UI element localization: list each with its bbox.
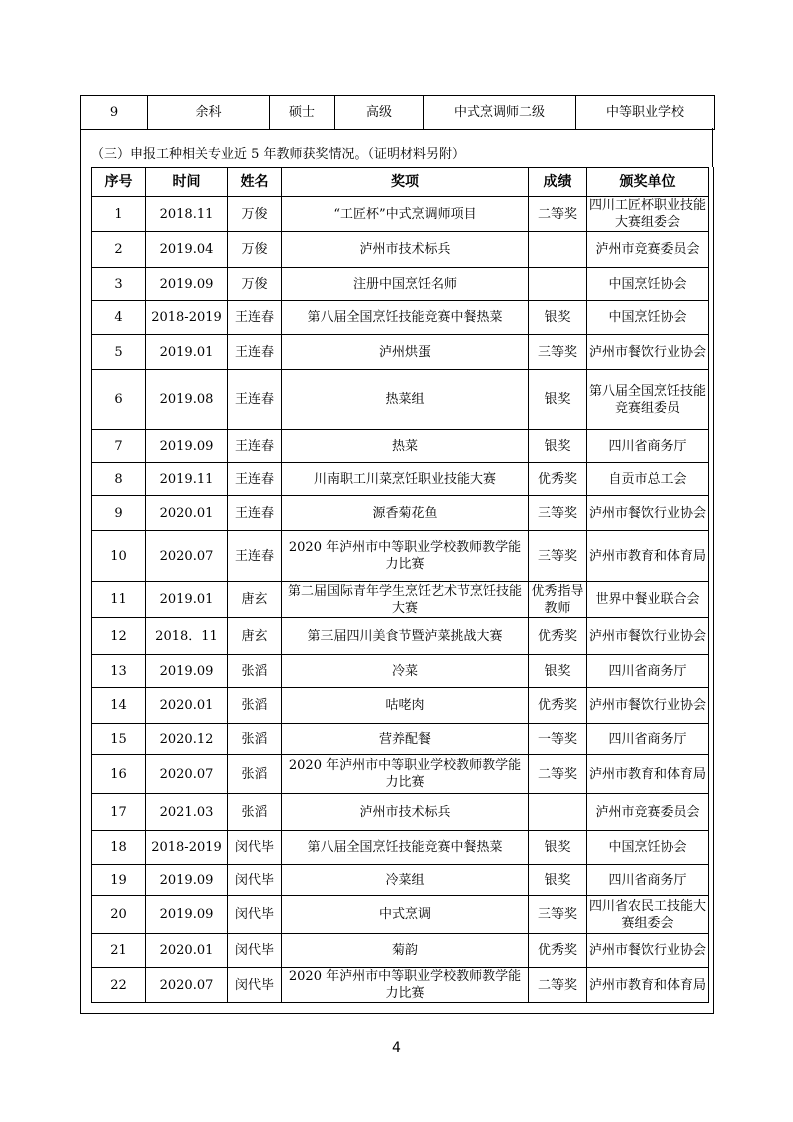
- award-issuer: 泸州市餐饮行业协会: [587, 934, 709, 968]
- award-time: 2019.11: [146, 463, 228, 496]
- award-title: 泸州市技术标兵: [282, 232, 529, 268]
- award-issuer: 世界中餐业联合会: [587, 582, 709, 618]
- award-no: 10: [92, 531, 146, 582]
- award-issuer: 第八届全国烹饪技能竞赛组委员: [587, 370, 709, 430]
- table-row: [92, 831, 709, 865]
- award-title: 第八届全国烹饪技能竞赛中餐热菜: [282, 301, 529, 335]
- table-row: [92, 232, 709, 268]
- teacher-title: 高级: [335, 96, 424, 130]
- award-title: 中式烹调: [282, 896, 529, 934]
- teacher-no: 9: [81, 96, 148, 130]
- header-award: 奖项: [282, 168, 529, 197]
- header-name: 姓名: [228, 168, 282, 197]
- table-row: [92, 370, 709, 430]
- award-result: 优秀奖: [529, 463, 587, 496]
- award-time: 2020.01: [146, 496, 228, 531]
- award-winner: 万俊: [228, 197, 282, 232]
- award-title: 2020 年泸州市中等职业学校教师教学能力比赛: [282, 531, 529, 582]
- award-no: 17: [92, 794, 146, 831]
- page-number: 4: [392, 1040, 401, 1056]
- teacher-info-table: [80, 95, 715, 130]
- award-winner: 张滔: [228, 724, 282, 755]
- award-result: 银奖: [529, 301, 587, 335]
- table-row: [92, 301, 709, 335]
- award-no: 13: [92, 655, 146, 688]
- table-row: [92, 531, 709, 582]
- award-title: 第三届四川美食节暨泸菜挑战大赛: [282, 618, 529, 655]
- header-no: 序号: [92, 168, 146, 197]
- award-result: [529, 268, 587, 301]
- table-row: [92, 865, 709, 896]
- award-time: 2021.03: [146, 794, 228, 831]
- awards-body: [92, 197, 709, 1003]
- award-winner: 王连春: [228, 370, 282, 430]
- award-issuer: 泸州市教育和体育局: [587, 755, 709, 794]
- award-winner: 万俊: [228, 232, 282, 268]
- award-time: 2018-2019: [146, 831, 228, 865]
- award-winner: 张滔: [228, 794, 282, 831]
- award-issuer: 泸州市教育和体育局: [587, 531, 709, 582]
- table-row: [92, 755, 709, 794]
- award-title: 热菜: [282, 430, 529, 463]
- award-result: [529, 794, 587, 831]
- award-result: 一等奖: [529, 724, 587, 755]
- award-time: 2020.07: [146, 531, 228, 582]
- header-row: [92, 168, 709, 197]
- section-heading-row: [80, 128, 713, 167]
- teacher-degree: 硕士: [270, 96, 335, 130]
- award-winner: 王连春: [228, 335, 282, 370]
- award-winner: 唐玄: [228, 618, 282, 655]
- award-winner: 张滔: [228, 655, 282, 688]
- section-heading: （三）申报工种相关专业近 5 年教师获奖情况。（证明材料另附）: [91, 147, 466, 162]
- table-row: [92, 794, 709, 831]
- award-result: 银奖: [529, 655, 587, 688]
- award-issuer: 泸州市竞赛委员会: [587, 794, 709, 831]
- table-row: [92, 335, 709, 370]
- award-result: 三等奖: [529, 896, 587, 934]
- award-issuer: 中国烹饪协会: [587, 831, 709, 865]
- teacher-school: 中等职业学校: [576, 96, 715, 130]
- award-time: 2018．11: [146, 618, 228, 655]
- award-no: 12: [92, 618, 146, 655]
- table-row: [92, 968, 709, 1003]
- table-row: [92, 268, 709, 301]
- award-title: 冷菜组: [282, 865, 529, 896]
- award-time: 2018-2019: [146, 301, 228, 335]
- award-winner: 张滔: [228, 755, 282, 794]
- award-no: 19: [92, 865, 146, 896]
- award-issuer: 泸州市餐饮行业协会: [587, 618, 709, 655]
- award-no: 15: [92, 724, 146, 755]
- award-issuer: 四川省商务厅: [587, 865, 709, 896]
- award-no: 1: [92, 197, 146, 232]
- award-result: 二等奖: [529, 968, 587, 1003]
- award-title: 川南职工川菜烹饪职业技能大赛: [282, 463, 529, 496]
- frame-line: [713, 167, 714, 1014]
- table-row: [92, 463, 709, 496]
- award-no: 8: [92, 463, 146, 496]
- award-time: 2019.09: [146, 430, 228, 463]
- award-title: 冷菜: [282, 655, 529, 688]
- award-result: 优秀奖: [529, 618, 587, 655]
- award-result: 银奖: [529, 831, 587, 865]
- award-issuer: 中国烹饪协会: [587, 301, 709, 335]
- award-winner: 闵代毕: [228, 865, 282, 896]
- award-time: 2020.07: [146, 755, 228, 794]
- award-title: 注册中国烹饪名师: [282, 268, 529, 301]
- award-time: 2019.09: [146, 865, 228, 896]
- award-title: 咕咾肉: [282, 688, 529, 724]
- award-time: 2019.09: [146, 896, 228, 934]
- award-no: 21: [92, 934, 146, 968]
- teacher-certificate: 中式烹调师二级: [424, 96, 576, 130]
- award-no: 2: [92, 232, 146, 268]
- award-no: 5: [92, 335, 146, 370]
- award-issuer: 四川省商务厅: [587, 724, 709, 755]
- award-time: 2019.08: [146, 370, 228, 430]
- award-winner: 闵代毕: [228, 968, 282, 1003]
- award-issuer: 四川工匠杯职业技能大赛组委会: [587, 197, 709, 232]
- award-title: 菊韵: [282, 934, 529, 968]
- award-no: 22: [92, 968, 146, 1003]
- award-time: 2019.09: [146, 268, 228, 301]
- award-no: 18: [92, 831, 146, 865]
- award-title: 第八届全国烹饪技能竞赛中餐热菜: [282, 831, 529, 865]
- award-winner: 闵代毕: [228, 934, 282, 968]
- awards-table: [91, 167, 709, 1003]
- table-row: [92, 688, 709, 724]
- award-time: 2019.01: [146, 582, 228, 618]
- table-row: [92, 724, 709, 755]
- award-issuer: 泸州市竞赛委员会: [587, 232, 709, 268]
- award-title: 源香菊花鱼: [282, 496, 529, 531]
- award-title: 2020 年泸州市中等职业学校教师教学能力比赛: [282, 968, 529, 1003]
- award-winner: 王连春: [228, 430, 282, 463]
- header-issuer: 颁奖单位: [587, 168, 709, 197]
- award-winner: 王连春: [228, 496, 282, 531]
- award-result: 银奖: [529, 370, 587, 430]
- teacher-row: [81, 96, 715, 130]
- award-title: 热菜组: [282, 370, 529, 430]
- award-time: 2020.01: [146, 934, 228, 968]
- award-issuer: 自贡市总工会: [587, 463, 709, 496]
- award-no: 9: [92, 496, 146, 531]
- award-result: [529, 232, 587, 268]
- award-title: 第二届国际青年学生烹饪艺术节烹饪技能大赛: [282, 582, 529, 618]
- award-no: 16: [92, 755, 146, 794]
- table-row: [92, 618, 709, 655]
- award-time: 2020.07: [146, 968, 228, 1003]
- table-row: [92, 896, 709, 934]
- award-no: 11: [92, 582, 146, 618]
- award-result: 三等奖: [529, 531, 587, 582]
- award-winner: 闵代毕: [228, 831, 282, 865]
- award-time: 2019.04: [146, 232, 228, 268]
- award-result: 银奖: [529, 865, 587, 896]
- award-time: 2018.11: [146, 197, 228, 232]
- award-issuer: 泸州市教育和体育局: [587, 968, 709, 1003]
- award-winner: 张滔: [228, 688, 282, 724]
- table-row: [92, 582, 709, 618]
- table-row: [92, 496, 709, 531]
- award-issuer: 四川省商务厅: [587, 430, 709, 463]
- award-winner: 王连春: [228, 531, 282, 582]
- table-row: [92, 197, 709, 232]
- award-winner: 闵代毕: [228, 896, 282, 934]
- table-row: [92, 655, 709, 688]
- award-title: 2020 年泸州市中等职业学校教师教学能力比赛: [282, 755, 529, 794]
- award-issuer: 泸州市餐饮行业协会: [587, 496, 709, 531]
- award-result: 二等奖: [529, 755, 587, 794]
- award-time: 2020.12: [146, 724, 228, 755]
- award-issuer: 四川省农民工技能大赛组委会: [587, 896, 709, 934]
- award-issuer: 中国烹饪协会: [587, 268, 709, 301]
- award-title: 泸州市技术标兵: [282, 794, 529, 831]
- table-row: [92, 934, 709, 968]
- table-row: [92, 430, 709, 463]
- award-result: 银奖: [529, 430, 587, 463]
- award-result: 优秀指导教师: [529, 582, 587, 618]
- award-winner: 万俊: [228, 268, 282, 301]
- frame-line: [80, 1013, 714, 1014]
- award-title: “工匠杯”中式烹调师项目: [282, 197, 529, 232]
- award-winner: 唐玄: [228, 582, 282, 618]
- award-no: 4: [92, 301, 146, 335]
- award-result: 优秀奖: [529, 934, 587, 968]
- award-no: 3: [92, 268, 146, 301]
- award-time: 2020.01: [146, 688, 228, 724]
- award-result: 三等奖: [529, 335, 587, 370]
- award-no: 20: [92, 896, 146, 934]
- award-issuer: 泸州市餐饮行业协会: [587, 688, 709, 724]
- header-result: 成绩: [529, 168, 587, 197]
- award-title: 泸州烘蛋: [282, 335, 529, 370]
- award-winner: 王连春: [228, 301, 282, 335]
- award-winner: 王连春: [228, 463, 282, 496]
- frame-line: [80, 167, 81, 1014]
- award-issuer: 四川省商务厅: [587, 655, 709, 688]
- award-result: 三等奖: [529, 496, 587, 531]
- award-no: 6: [92, 370, 146, 430]
- award-no: 7: [92, 430, 146, 463]
- header-time: 时间: [146, 168, 228, 197]
- award-time: 2019.09: [146, 655, 228, 688]
- teacher-name: 余科: [148, 96, 270, 130]
- award-result: 二等奖: [529, 197, 587, 232]
- award-title: 营养配餐: [282, 724, 529, 755]
- award-no: 14: [92, 688, 146, 724]
- award-issuer: 泸州市餐饮行业协会: [587, 335, 709, 370]
- award-result: 优秀奖: [529, 688, 587, 724]
- award-time: 2019.01: [146, 335, 228, 370]
